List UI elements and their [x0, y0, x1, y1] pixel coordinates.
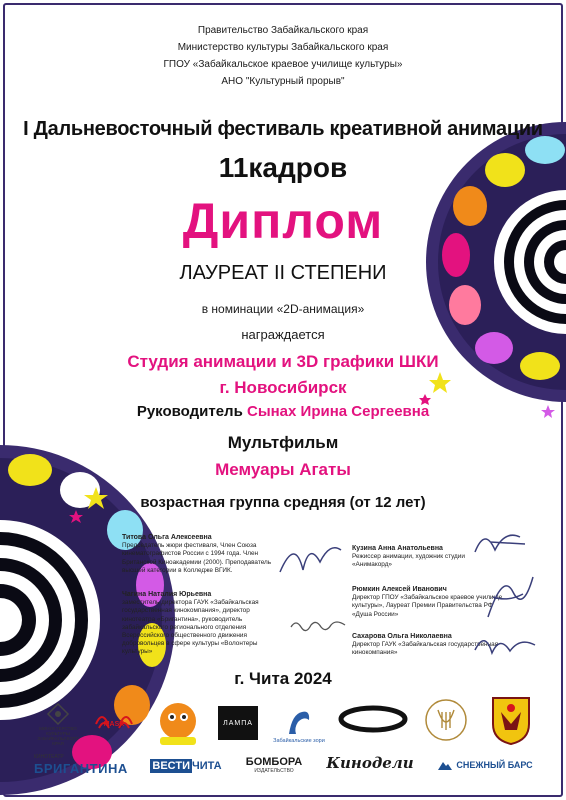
- jury-member: [122, 591, 282, 657]
- signature-image: [470, 625, 540, 665]
- diploma-heading: Диплом: [182, 193, 384, 249]
- jury-description: Режиссер анимации, художник студии «Анимакорд»: [352, 553, 465, 569]
- jury-name: Сахарова Ольга Николаевна: [352, 633, 452, 640]
- mask-text: MASK: [103, 720, 125, 728]
- bombora-logo: [234, 752, 314, 778]
- festival-title: I Дальневосточный фестиваль креативной анимации: [23, 118, 543, 140]
- age-group: возрастная группа средняя (от 12 лет): [140, 494, 426, 511]
- jury-name: Чагина Наталия Юрьевна: [122, 591, 212, 598]
- vesti-city-text: ЧИТА: [191, 760, 222, 772]
- ministry-logo: [34, 700, 82, 748]
- organizer-line: Министерство культуры Забайкальского края: [177, 42, 389, 53]
- studio-name: Студия анимации и 3D графики ШКИ: [127, 352, 439, 371]
- organizer-line: ГПОУ «Забайкальское краевое училище культуры»: [163, 59, 403, 70]
- coat-of-arms-logo: [488, 693, 534, 747]
- kinodeli-text: Кинодели: [326, 754, 414, 772]
- zori-logo: [272, 696, 326, 752]
- snow-leopard-text: СНЕЖНЫЙ БАРС: [456, 760, 533, 770]
- lampa-logo: [218, 706, 258, 740]
- signature-image: [470, 522, 530, 562]
- ribbon-ring-icon: [338, 704, 408, 734]
- brigantina-small-text: КИНОТЕАТР: [34, 754, 64, 760]
- lyre-icon: [424, 698, 468, 742]
- mask-logo: [90, 700, 138, 748]
- organizer-line: Правительство Забайкальского края: [197, 25, 369, 36]
- brigantina-text: БРИГАНТИНА: [34, 761, 128, 776]
- jury-description: Директор ГПОУ «Забайкальское краевое училище культуры», Лауреат Премии Правительства РФ «Душа России»: [352, 594, 503, 618]
- jury-name: Кузина Анна Анатольевна: [352, 545, 443, 552]
- signature-image: [275, 532, 345, 582]
- coat-of-arms-icon: [489, 694, 533, 746]
- pegasus-icon: [284, 704, 314, 738]
- bombora-text: БОМБОРА: [245, 755, 303, 768]
- jury-description: Председатель жюри фестиваля, Член Союза кинематографистов России с 1994 года. Член Британской Киноакадемии (2000). Преподаватель высшей категории в Колледже ВГИК.: [122, 542, 272, 574]
- organizer-line: АНО "Культурный прорыв": [221, 76, 345, 87]
- snow-leopard-logo: [430, 755, 540, 775]
- signature-image: [478, 572, 538, 622]
- vesti-logo: [150, 757, 222, 775]
- brigantina-logo: [34, 752, 130, 778]
- jury-name: Рюмкин Алексей Иванович: [352, 586, 447, 593]
- festival-name: 11кадров: [218, 152, 348, 183]
- jury-description: заместитель директора ГАУК «Забайкальская государственная кинокомпания», директор кинотеатра «Бригантина», руководитель забайкальского регионального отделения Всероссийского общественного движения добровольцев в сфере культуры «Волонтеры культуры»: [122, 599, 259, 656]
- leader-line: [0, 403, 566, 420]
- college-logo: [424, 698, 468, 742]
- leader-label: Руководитель: [136, 403, 243, 420]
- place-and-date: г. Чита 2024: [234, 669, 332, 688]
- leader-name: Сынах Ирина Сергеевна: [246, 403, 430, 420]
- organizers-block: [0, 22, 566, 90]
- lampa-text: ЛАМПА: [223, 719, 253, 727]
- nomination: в номинации «2D-анимация»: [201, 302, 365, 316]
- jury-member: [352, 545, 482, 570]
- mountain-icon: [437, 759, 453, 771]
- cartoon-fox-icon: [152, 697, 204, 749]
- film-title: Мемуары Агаты: [215, 460, 351, 479]
- bombora-small-text: ИЗДАТЕЛЬСТВО: [254, 767, 294, 774]
- signature-image: [288, 615, 348, 639]
- jury-member: [122, 534, 272, 575]
- awarded-label: награждается: [241, 327, 325, 342]
- studio-city: г. Новосибирск: [219, 378, 347, 397]
- jury-name: Титова Ольга Алексеевна: [122, 534, 212, 541]
- kinodeli-logo: [326, 748, 414, 778]
- ribbon-logo: [338, 704, 408, 734]
- ministry-emblem-icon: [45, 702, 71, 726]
- film-label: Мультфильм: [227, 433, 339, 452]
- mascot-logo: [150, 696, 206, 750]
- vesti-text: ВЕСТИ: [152, 760, 190, 772]
- ministry-text: МИНИСТЕРСТВО КУЛЬТУРЫ ЗАБАЙКАЛЬСКОГО КРАЯ: [37, 726, 79, 746]
- jury-description: Директор ГАУК «Забайкальская государственная кинокомпания»: [352, 641, 499, 657]
- laureate-degree: ЛАУРЕАТ II СТЕПЕНИ: [179, 262, 387, 284]
- zori-text: Забайкальские зори: [273, 737, 325, 744]
